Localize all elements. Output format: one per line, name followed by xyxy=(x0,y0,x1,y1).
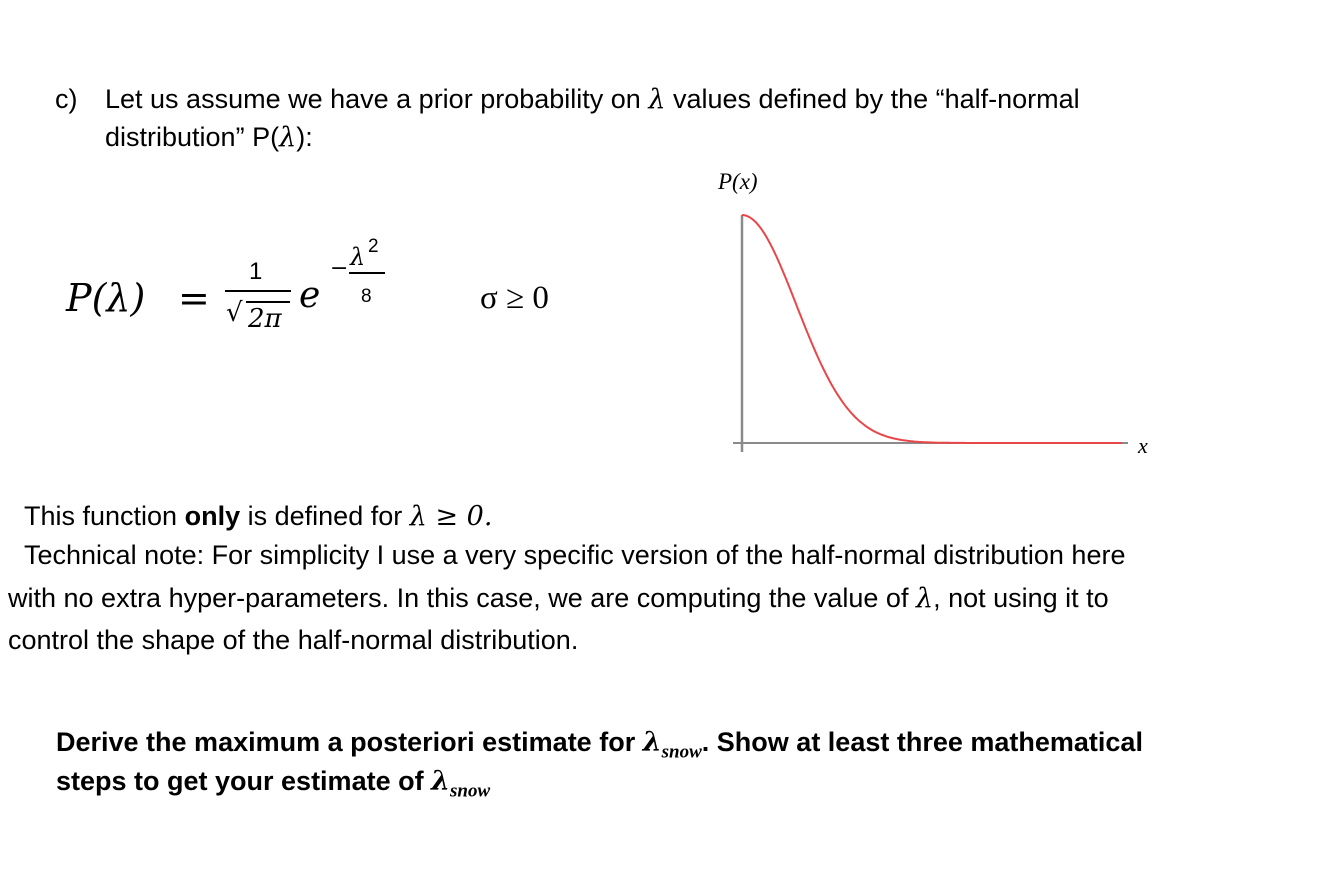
lambda-symbol: λ xyxy=(642,727,662,758)
intro-text-c: distribution” P( xyxy=(105,122,280,152)
note-line-1 xyxy=(24,503,492,530)
note-line-4: control the shape of the half-normal distribution. xyxy=(8,625,579,655)
task-line-2 xyxy=(56,768,490,800)
sqrt-overline xyxy=(246,301,290,303)
intro-text-a: Let us assume we have a prior probability on xyxy=(105,84,641,114)
lambda-symbol: λ xyxy=(648,84,666,115)
note-line-3 xyxy=(8,585,1109,612)
note-line-2: Technical note: For simplicity I use a very specific version of the half-normal distribution here xyxy=(24,540,1126,570)
graph-x-label: x xyxy=(1138,433,1148,458)
note-text-a: This function xyxy=(24,501,178,531)
note-bold-only: only xyxy=(184,501,241,531)
lambda-symbol: λ xyxy=(915,583,934,614)
lambda-symbol: λ xyxy=(431,766,451,797)
part-label: c) xyxy=(55,84,78,114)
lambda-constraint: λ ≥ 0. xyxy=(409,501,493,532)
formula-lhs: P(λ) xyxy=(66,276,146,320)
graph-y-label: P(x) xyxy=(718,169,758,194)
exponent-numerator: λ xyxy=(350,243,366,271)
lambda-snow xyxy=(431,766,491,802)
sqrt-symbol: √ xyxy=(226,298,243,328)
intro-text-d: ): xyxy=(296,122,313,152)
note-text-d: , not using it to xyxy=(933,583,1109,613)
formula-base: e xyxy=(299,275,321,316)
exponent-minus: − xyxy=(330,256,349,281)
exponent-denominator: 8 xyxy=(361,286,372,307)
sigma-constraint: σ ≥ 0 xyxy=(480,280,549,316)
task-text-a: Derive the maximum a posteriori estimate for xyxy=(56,727,636,757)
half-normal-curve xyxy=(742,215,1122,443)
intro-text-b: values defined by the “half-normal xyxy=(672,84,1080,114)
snow-subscript: snow xyxy=(450,780,491,802)
formula-numerator: 1 xyxy=(249,258,263,285)
note-text-b: is defined for xyxy=(247,501,403,531)
note-text-c: with no extra hyper-parameters. In this case, we are computing the value of xyxy=(8,583,909,613)
lambda-symbol: λ xyxy=(279,122,297,153)
task-line-1 xyxy=(56,729,1143,761)
formula-equals: = xyxy=(178,276,210,320)
formula-radicand: 2π xyxy=(248,304,282,334)
exponent-numerator-power: 2 xyxy=(368,236,379,257)
half-normal-graph xyxy=(700,160,1170,470)
task-text-b: . Show at least three mathematical xyxy=(701,727,1143,757)
lambda-snow xyxy=(642,727,702,763)
prior-formula xyxy=(0,0,700,400)
exponent-fraction-bar xyxy=(349,272,385,274)
task-text-c: steps to get your estimate of xyxy=(56,766,424,796)
fraction-bar xyxy=(225,290,291,292)
snow-subscript: snow xyxy=(661,741,702,763)
